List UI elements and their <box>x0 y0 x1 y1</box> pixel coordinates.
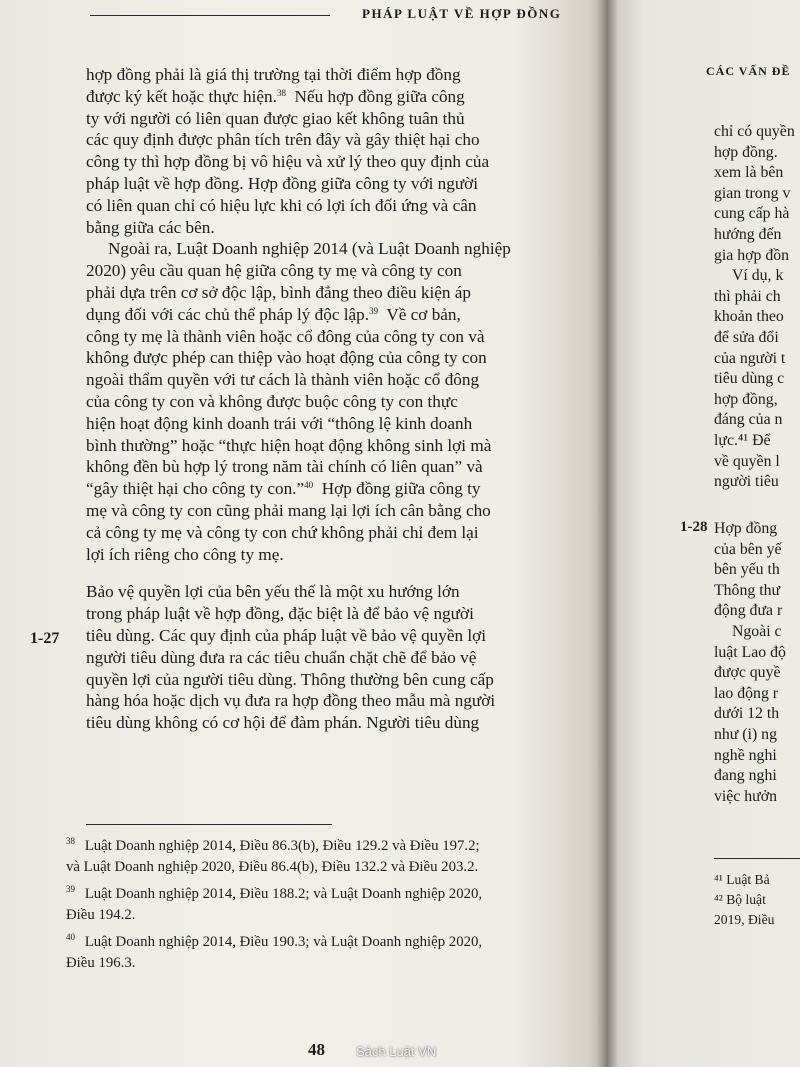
footnote-line <box>66 953 566 974</box>
right-body-line: hợp đồng, <box>714 390 778 408</box>
right-body-line: xem là bên <box>714 164 784 182</box>
page-number: 48 <box>308 1040 325 1059</box>
line-text: của công ty con và không được buộc công ty con thực <box>86 391 458 411</box>
footnote-line <box>66 836 566 857</box>
body-line <box>86 435 570 457</box>
footnote-line <box>66 932 566 953</box>
right-body-bottom <box>714 519 786 807</box>
right-body-line: như (i) ng <box>714 725 777 743</box>
line-text: Về cơ bản, <box>378 304 461 324</box>
body-line <box>86 217 570 239</box>
line-text: “gây thiệt hại cho công ty con.” <box>86 479 305 499</box>
footnote-number: 38 <box>66 836 75 846</box>
book-gutter <box>596 0 618 1067</box>
line-text: Nếu hợp đồng giữa công <box>285 86 465 106</box>
right-footnotes <box>714 870 774 930</box>
right-running-head: CÁC VẤN ĐỀ <box>706 64 791 78</box>
right-footnote-rule <box>714 858 800 859</box>
line-text: lợi ích riêng cho công ty mẹ. <box>86 544 284 564</box>
body-line <box>86 173 570 195</box>
line-text: phải dựa trên cơ sở độc lập, bình đẳng theo điều kiện áp <box>86 282 471 302</box>
right-body-line: đang nghi <box>714 767 777 785</box>
right-body-line: Ví dụ, k <box>732 267 784 285</box>
footnote-marker: 38 <box>276 87 286 98</box>
right-body-line: hợp đồng. <box>714 143 778 161</box>
right-body-line: luật Lao độ <box>714 643 786 661</box>
right-body-line: dưới 12 th <box>714 705 780 723</box>
footnote-text: Luật Doanh nghiệp 2014, Điều 188.2; và Luật Doanh nghiệp 2020, <box>81 886 483 902</box>
footnote-line <box>66 857 566 878</box>
line-text: người tiêu dùng đưa ra các tiêu chuẩn chặt chẽ để bảo vệ <box>86 647 477 667</box>
line-text: ty với người có liên quan được giao kết không tuân thủ <box>86 108 465 128</box>
line-text: pháp luật về hợp đồng. Hợp đồng giữa công ty với người <box>86 173 479 193</box>
body-line <box>86 151 570 173</box>
line-text: không đền bù hợp lý trong năm tài chính có liên quan” và <box>86 457 483 477</box>
line-text: các quy định được phân tích trên đây và gây thiệt hại cho <box>86 130 480 150</box>
right-footnote-line: ⁴² Bộ luật <box>714 892 766 907</box>
line-text: bằng giữa các bên. <box>86 217 215 237</box>
body-line <box>86 500 570 522</box>
body-text <box>86 64 570 734</box>
footnote-marker: 39 <box>369 305 379 316</box>
footnote-text: và Luật Doanh nghiệp 2020, Điều 86.4(b), Điều 132.2 và Điều 203.2. <box>66 859 479 875</box>
right-body-line: về quyền l <box>714 452 780 470</box>
line-text: tiêu dùng. Các quy định của pháp luật về bảo vệ quyền lợi <box>86 625 487 645</box>
right-body-line: bên yếu th <box>714 561 780 579</box>
right-body-line: của người t <box>714 349 786 367</box>
body-line <box>86 64 570 86</box>
footnote-rule <box>86 824 332 825</box>
body-line <box>86 238 570 260</box>
footnote-marker: 40 <box>304 480 314 491</box>
right-footnote-line: 2019, Điều <box>714 912 775 927</box>
line-text: dụng đối với các chủ thể pháp lý độc lập. <box>86 304 370 324</box>
right-body-line: của bên yế <box>714 540 782 558</box>
line-text: quyền lợi của người tiêu dùng. Thông thường bên cung cấp <box>86 669 494 689</box>
right-page <box>606 0 800 1067</box>
body-line <box>86 456 570 478</box>
body-line <box>86 544 570 566</box>
footnote-line <box>66 905 566 926</box>
right-body-line: chỉ có quyền <box>714 123 795 140</box>
right-body-line: Hợp đồng <box>714 520 778 537</box>
right-body-line: được quyề <box>714 664 781 682</box>
line-text: công ty thì hợp đồng bị vô hiệu và xử lý theo quy định của <box>86 152 490 172</box>
right-body-line: hướng đến <box>714 225 782 243</box>
line-text: được ký kết hoặc thực hiện. <box>86 86 277 106</box>
body-line <box>86 260 570 282</box>
footnote-text: Điều 194.2. <box>66 907 136 923</box>
line-text: hiện hoạt động kinh doanh trái với “thông lệ kinh doanh <box>86 413 473 433</box>
footnote-number: 39 <box>66 884 75 894</box>
section-number: 1-27 <box>30 630 60 647</box>
right-body-line: tiêu dùng c <box>714 370 785 388</box>
right-body-line: gia hợp đồn <box>714 246 790 264</box>
line-text: cả công ty mẹ và công ty con chứ không phải chỉ đem lại <box>86 522 479 542</box>
body-line <box>86 195 570 217</box>
footnote-text: Điều 196.3. <box>66 955 136 971</box>
body-line <box>86 282 570 304</box>
right-body-line: nghề nghi <box>714 746 777 764</box>
right-body-line: đáng của n <box>714 411 783 429</box>
header-rule <box>90 15 330 16</box>
line-text: mẹ và công ty con cũng phải mang lại lợi ích cân bằng cho <box>86 500 491 520</box>
body-line <box>86 669 570 691</box>
line-text: không được phép can thiệp vào hoạt động của công ty con <box>86 348 487 368</box>
right-section-number: 1-28 <box>680 519 708 535</box>
body-line <box>86 625 570 647</box>
line-text: hợp đồng phải là giá thị trường tại thời điểm hợp đồng <box>86 65 461 84</box>
body-line <box>86 647 570 669</box>
right-body-line: Thông thư <box>714 581 781 599</box>
body-line <box>86 690 570 712</box>
right-body-line: gian trong v <box>714 184 791 202</box>
body-line <box>86 581 570 603</box>
footnote-line <box>66 884 566 905</box>
watermark: Sách Luật VN <box>356 1044 437 1059</box>
footnote-number: 40 <box>66 932 75 942</box>
right-body-top <box>714 122 795 493</box>
body-line <box>86 712 570 734</box>
line-text: hàng hóa hoặc dịch vụ đưa ra hợp đồng theo mẫu mà người <box>86 691 496 711</box>
line-text: tiêu dùng không có cơ hội để đàm phán. Người tiêu dùng <box>86 713 480 733</box>
body-line <box>86 326 570 348</box>
line-text: trong pháp luật về hợp đồng, đặc biệt là để bảo vệ người <box>86 604 474 624</box>
line-text: bình thường” hoặc “thực hiện hoạt động không sinh lợi mà <box>86 435 492 455</box>
running-head: PHÁP LUẬT VỀ HỢP ĐỒNG <box>362 6 562 21</box>
right-body-line: việc hưởn <box>714 787 777 805</box>
right-body-line: thì phải ch <box>714 287 781 305</box>
right-body-line: cung cấp hà <box>714 205 790 223</box>
right-body-line: để sửa đổi <box>714 328 779 346</box>
body-line <box>86 347 570 369</box>
body-line <box>86 391 570 413</box>
line-text: ngoài thẩm quyền với tư cách là thành viên hoặc cổ đông <box>86 370 480 390</box>
body-line <box>86 129 570 151</box>
body-line <box>86 478 570 500</box>
line-text: có liên quan chỉ có hiệu lực khi có lợi ích đối ứng và cân <box>86 195 477 215</box>
right-body-line: động đưa r <box>714 602 783 620</box>
right-footnote-line: ⁴¹ Luật Bả <box>714 872 770 887</box>
right-body-line: Ngoài c <box>732 622 782 640</box>
line-text: công ty mẹ là thành viên hoặc cổ đông của công ty con và <box>86 326 485 346</box>
body-line <box>86 304 570 326</box>
right-body-line: người tiêu <box>714 473 779 491</box>
body-line <box>86 603 570 625</box>
line-text: 2020) yêu cầu quan hệ giữa công ty mẹ và công ty con <box>86 261 462 281</box>
right-body-line: lao động r <box>714 684 779 702</box>
line-text: Bảo vệ quyền lợi của bên yếu thế là một xu hướng lớn <box>86 582 460 602</box>
footnotes <box>66 836 566 974</box>
footnote-text: Luật Doanh nghiệp 2014, Điều 86.3(b), Điều 129.2 và Điều 197.2; <box>81 838 480 854</box>
paragraph-gap <box>86 565 570 581</box>
body-line <box>86 413 570 435</box>
right-body-line: lực.⁴¹ Để <box>714 431 771 449</box>
line-text: Hợp đồng giữa công ty <box>313 479 481 499</box>
line-text: Ngoài ra, Luật Doanh nghiệp 2014 (và Luật Doanh nghiệp <box>108 239 511 259</box>
right-body-line: khoản theo <box>714 308 784 326</box>
body-line <box>86 369 570 391</box>
footnote-text: Luật Doanh nghiệp 2014, Điều 190.3; và Luật Doanh nghiệp 2020, <box>81 934 483 950</box>
body-line <box>86 108 570 130</box>
body-line <box>86 86 570 108</box>
body-line <box>86 522 570 544</box>
